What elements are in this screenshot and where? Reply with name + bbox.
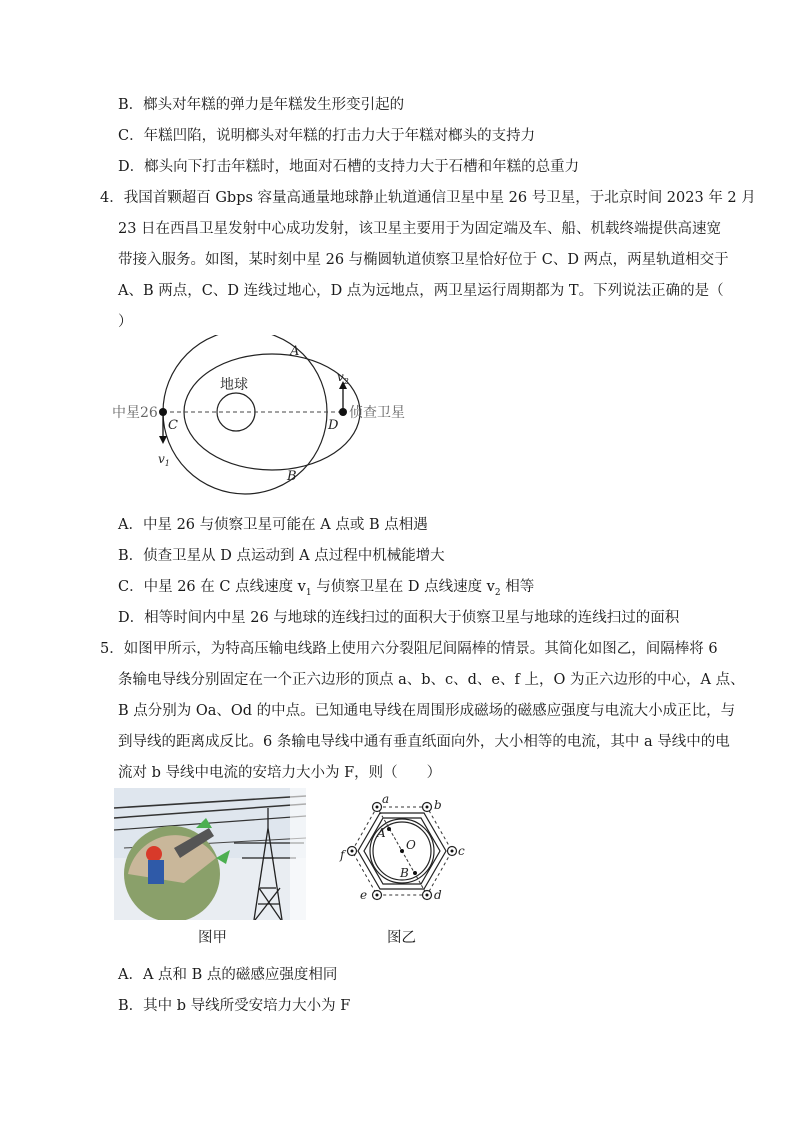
label-d: d — [434, 888, 442, 902]
q3-option-d: D．榔头向下打击年糕时，地面对石槽的支持力大于石槽和年糕的总重力 — [118, 159, 580, 175]
circular-orbit — [163, 335, 327, 494]
q3-option-c: C．年糕凹陷，说明榔头对年糕的打击力大于年糕对榔头的支持力 — [118, 128, 536, 144]
q5-stem-line-3: B 点分别为 Oa、Od 的中点。已知通电导线在周围形成磁场的磁感应强度与电流大小成正比，与 — [118, 703, 736, 719]
q4-stem-line-4: A、B 两点，C、D 连线过地心，D 点为远地点，两卫星运行周期都为 T。下列说法正确的是（ — [118, 283, 724, 299]
label-point-a: A — [377, 826, 386, 840]
q4-option-c: C．中星 26 在 C 点线速度 $v_1$ 与侦察卫星在 D 点线速度 $v_2$ 相等 — [118, 579, 535, 598]
label-f: f — [340, 848, 345, 862]
spy-satellite-label: 侦查卫星 — [349, 405, 405, 421]
q5-stem-line-5: 流对 b 导线中电流的安培力大小为 F，则（ ） — [118, 765, 442, 781]
label-b: b — [434, 798, 442, 812]
q3-option-b: B．榔头对年糕的弹力是年糕发生形变引起的 — [118, 97, 405, 113]
figure-jia-caption: 图甲 — [198, 930, 227, 946]
label-o: O — [406, 838, 416, 852]
label-e: e — [360, 888, 368, 902]
svg-text:v1 — [158, 452, 170, 468]
q4-option-d: D．相等时间内中星 26 与地球的连线扫过的面积大于侦察卫星与地球的连线扫过的面积 — [118, 610, 680, 626]
q5-stem-line-1: 5．如图甲所示，为特高压输电线路上使用六分裂阻尼间隔棒的情景。其简化如图乙，间隔棒将 6 — [100, 641, 718, 657]
q5-stem-line-2: 条输电导线分别固定在一个正六边形的顶点 a、b、c、d、e、f 上，O 为正六边形的中心，A 点、 — [118, 672, 745, 688]
q4-option-a: A．中星 26 与侦察卫星可能在 A 点或 B 点相遇 — [118, 517, 428, 533]
q4-stem-line-5: ） — [118, 314, 133, 330]
label-c: c — [458, 844, 465, 858]
q4-stem-line-2: 23 日在西昌卫星发射中心成功发射，该卫星主要用于为固定端及车、船、机载终端提供高速宽 — [118, 221, 722, 237]
point-a-dot — [387, 827, 391, 831]
svg-text:v2 — [337, 370, 349, 386]
v1-sub: 1 — [164, 459, 170, 468]
orbit-diagram — [108, 335, 428, 495]
q4-stem-line-1: 4．我国首颗超百 Gbps 容量高通量地球静止轨道通信卫星中星 26 号卫星，于北京时间 2023 年 2 月 — [100, 190, 756, 206]
label-point-b: B — [400, 866, 409, 880]
point-o-dot — [400, 849, 404, 853]
q5-option-b: B．其中 b 导线所受安培力大小为 F — [118, 998, 351, 1014]
point-b-label: B — [287, 469, 297, 484]
label-a: a — [382, 795, 390, 806]
v2-label: v — [337, 370, 344, 384]
figure-yi-caption: 图乙 — [387, 930, 416, 946]
q5-option-a: A．A 点和 B 点的磁感应强度相同 — [118, 967, 338, 983]
point-b-dot — [413, 871, 417, 875]
power-line-photo — [114, 788, 306, 920]
point-d-label: D — [328, 418, 339, 433]
zhongxing26-label: 中星26 — [112, 405, 158, 421]
q5-stem-line-4: 到导线的距离成反比。6 条输电导线中通有垂直纸面向外，大小相等的电流，其中 a 导线中的电 — [118, 734, 730, 750]
q4-option-b: B．侦查卫星从 D 点运动到 A 点过程中机械能增大 — [118, 548, 445, 564]
hexagon-diagram — [332, 795, 472, 925]
point-a-label: A — [290, 344, 300, 359]
v2-sub: 2 — [343, 377, 349, 386]
v1-label: v — [158, 452, 165, 466]
q4-stem-line-3: 带接入服务。如图，某时刻中星 26 与椭圆轨道侦察卫星恰好位于 C、D 两点，两星轨道相交于 — [118, 252, 729, 268]
earth-label: 地球 — [220, 377, 248, 393]
point-c-label: C — [168, 418, 178, 433]
